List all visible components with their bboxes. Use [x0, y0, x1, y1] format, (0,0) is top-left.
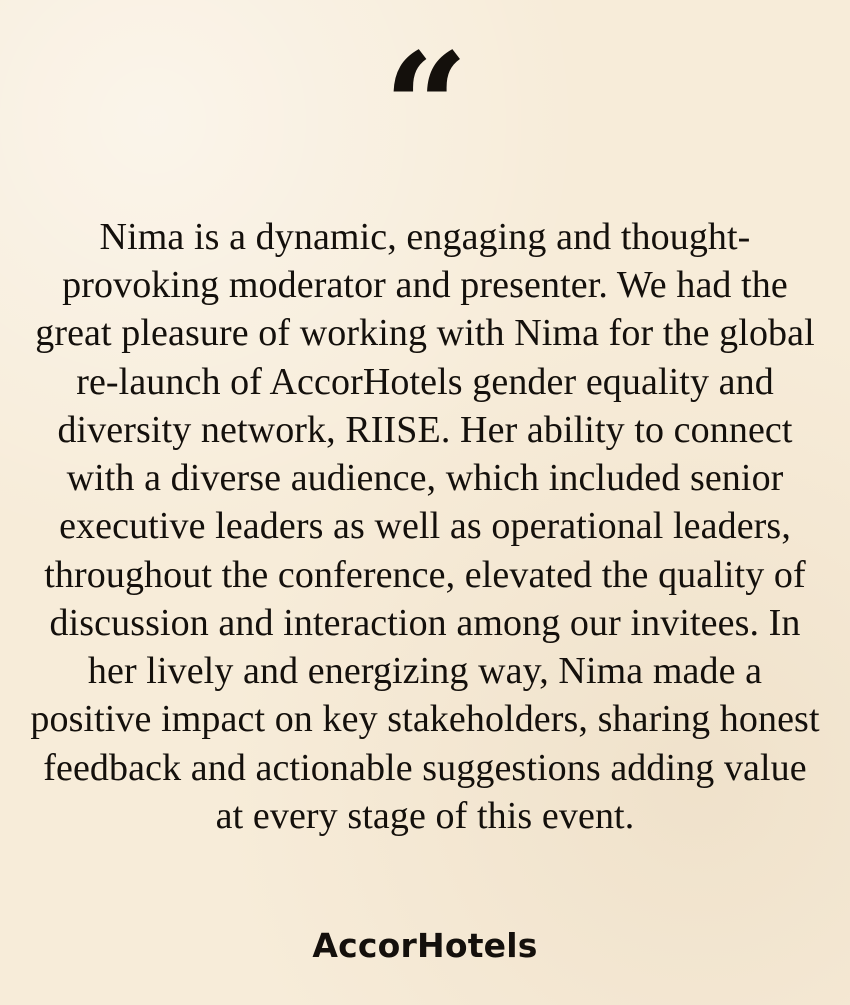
quotation-mark-icon: “	[383, 20, 467, 194]
testimonial-quote-text: Nima is a dynamic, engaging and thought-provoking moderator and presenter. We had the great pleasure of working with Nima for the global re-launch of AccorHotels gender equality and diversity network, RIISE. Her ability to connect with a diverse audience, which included senior executive leaders as well as operational leaders, throughout the conference, elevated the quality of discussion and interaction among our invitees. In her lively and energizing way, Nima made a positive impact on key stakeholders, sharing honest feedback and actionable suggestions adding value at every stage of this event.	[30, 215, 820, 837]
testimonial-attribution: AccorHotels	[312, 926, 538, 965]
